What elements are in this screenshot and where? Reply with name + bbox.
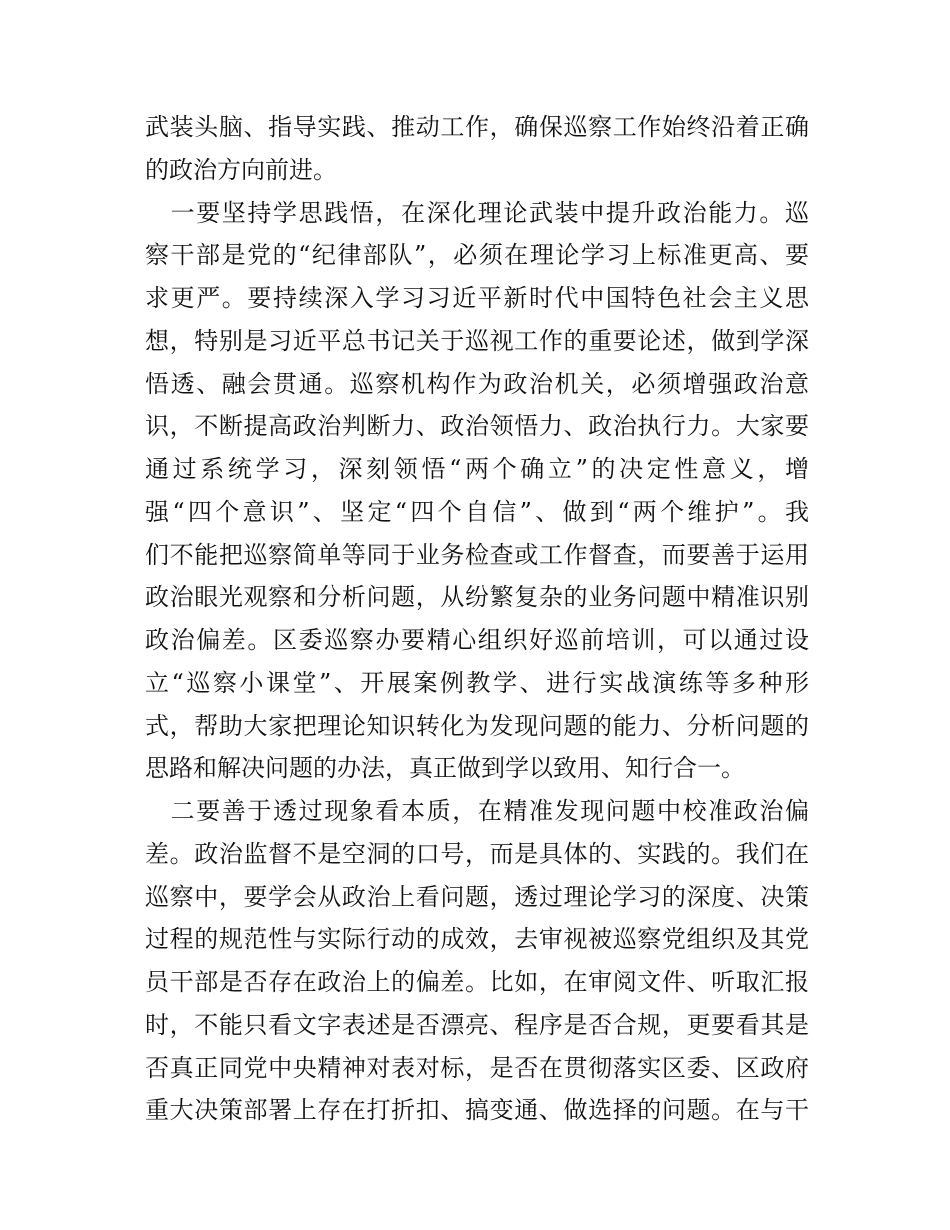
- text-line: 员干部是否存在政治上的偏差。比如，在审阅文件、听取汇报: [145, 968, 809, 996]
- text-line: 重大决策部署上存在打折扣、搞变通、做选择的问题。在与干: [145, 1096, 809, 1125]
- text-line: 政治眼光观察和分析问题，从纷繁复杂的业务问题中精准识别: [145, 583, 809, 612]
- text-line: 否真正同党中央精神对表对标，是否在贯彻落实区委、区政府: [145, 1053, 809, 1082]
- text-line: 察干部是党的“纪律部队”，必须在理论学习上标准更高、要: [145, 241, 809, 270]
- text-line: 思路和解决问题的办法，真正做到学以致用、知行合一。: [145, 754, 745, 783]
- text-line: 们不能把巡察简单等同于业务检查或工作督查，而要善于运用: [145, 540, 809, 569]
- text-line: 求更严。要持续深入学习习近平新时代中国特色社会主义思: [145, 284, 809, 312]
- text-line: 差。政治监督不是空洞的口号，而是具体的、实践的。我们在: [145, 839, 809, 868]
- text-line: 二要善于透过现象看本质，在精准发现问题中校准政治偏: [145, 797, 809, 825]
- text-line: 一要坚持学思践悟，在深化理论武装中提升政治能力。巡: [145, 198, 809, 227]
- text-line: 武装头脑、指导实践、推动工作，确保巡察工作始终沿着正确: [145, 113, 809, 141]
- text-line: 立“巡察小课堂”、开展案例教学、进行实战演练等多种形: [145, 668, 809, 697]
- text-line: 悟透、融会贯通。巡察机构作为政治机关，必须增强政治意: [145, 369, 809, 398]
- text-line: 的政治方向前进。: [145, 155, 337, 184]
- text-line: 巡察中，要学会从政治上看问题，透过理论学习的深度、决策: [145, 882, 809, 911]
- text-line: 识，不断提高政治判断力、政治领悟力、政治执行力。大家要: [145, 412, 809, 441]
- text-line: 过程的规范性与实际行动的成效，去审视被巡察党组织及其党: [145, 925, 809, 954]
- text-line: 政治偏差。区委巡察办要精心组织好巡前培训，可以通过设: [145, 626, 809, 654]
- text-line: 式，帮助大家把理论知识转化为发现问题的能力、分析问题的: [145, 711, 809, 740]
- text-line: 通过系统学习，深刻领悟“两个确立”的决定性意义，增: [145, 455, 809, 483]
- text-line: 想，特别是习近平总书记关于巡视工作的重要论述，做到学深: [145, 326, 809, 355]
- text-line: 强“四个意识”、坚定“四个自信”、做到“两个维护”。我: [145, 497, 809, 526]
- document-body: [145, 106, 809, 1132]
- text-line: 时，不能只看文字表述是否漂亮、程序是否合规，更要看其是: [145, 1010, 809, 1039]
